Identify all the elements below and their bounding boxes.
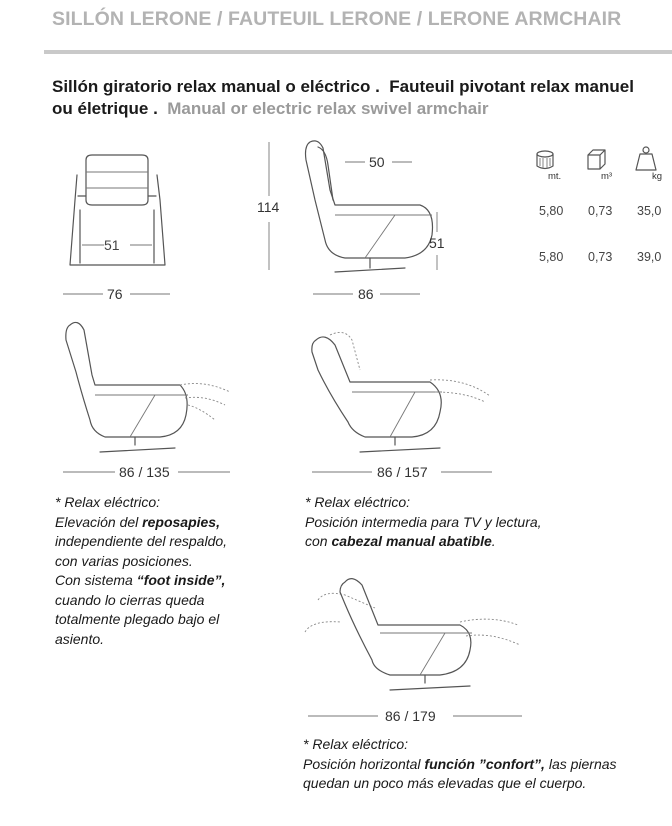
note-2-line-3: con cabezal manual abatible. <box>305 533 496 549</box>
spec-row-1-m3: 0,73 <box>588 204 613 218</box>
note-3-line-3: quedan un poco más elevadas que el cuerpo. <box>303 775 587 791</box>
note-1-line-4: con varias posiciones. <box>55 552 193 569</box>
note-relax-2 <box>305 493 542 552</box>
note-1-line-7: totalmente plegado bajo el <box>55 611 220 627</box>
spec-row-2-kg: 39,0 <box>637 250 662 264</box>
subtitle-es: Sillón giratorio relax manual o eléctrico . <box>52 77 380 96</box>
note-relax-1 <box>55 493 227 649</box>
note-1-line-6: cuando lo cierras queda <box>55 591 205 608</box>
dim-side-seat-height: 51 <box>429 235 445 251</box>
note-1-line-2: Elevación del reposapies, <box>55 513 220 530</box>
volume-cube-icon <box>588 150 605 169</box>
subtitle-en: Manual or electric relax swivel armchair <box>167 99 489 118</box>
front-view-drawing <box>63 155 170 294</box>
subtitle-fr-1: Fauteuil pivotant relax manuel <box>389 77 634 96</box>
spec-row-1-kg: 35,0 <box>637 204 662 218</box>
note-relax-3 <box>303 735 617 794</box>
relax-position-1-drawing <box>63 322 230 472</box>
fabric-roll-icon <box>537 151 553 169</box>
unit-kg: kg <box>652 171 663 182</box>
note-1-line-3: independiente del respaldo, <box>55 533 228 549</box>
unit-m3: m³ <box>601 171 613 182</box>
weight-icon <box>636 147 656 170</box>
dim-position-1: 86 / 135 <box>119 464 170 480</box>
dim-front-width: 76 <box>107 286 123 302</box>
subtitle-fr-2: ou életrique . <box>52 99 158 118</box>
dim-position-3: 86 / 179 <box>385 708 436 724</box>
note-2-line-2: Posición intermedia para TV y lectura, <box>305 513 542 530</box>
note-3-line-1: * Relax eléctrico: <box>303 736 409 752</box>
note-3-line-2: Posición horizontal función ”confort”, las piernas <box>303 755 617 772</box>
note-1-line-1: * Relax eléctrico: <box>55 494 161 510</box>
dim-side-top: 50 <box>369 154 385 170</box>
page-title: SILLÓN LERONE / FAUTEUIL LERONE / LERONE ARMCHAIR <box>52 8 622 30</box>
dim-side-depth: 86 <box>358 286 374 302</box>
spec-row-1-mt: 5,80 <box>539 204 564 218</box>
dim-position-2: 86 / 157 <box>377 464 428 480</box>
dim-side-height: 114 <box>257 199 280 215</box>
relax-position-2-drawing <box>312 332 492 472</box>
note-1-line-5: Con sistema “foot inside”, <box>55 572 226 588</box>
side-view-drawing <box>269 141 437 294</box>
unit-mt: mt. <box>548 171 562 182</box>
spec-row-2-mt: 5,80 <box>539 250 564 264</box>
relax-position-3-drawing <box>305 579 522 716</box>
note-1-line-8: asiento. <box>55 630 105 647</box>
note-2-line-1: * Relax eléctrico: <box>305 494 411 510</box>
dim-front-seat-width: 51 <box>104 237 120 253</box>
spec-row-2-m3: 0,73 <box>588 250 613 264</box>
